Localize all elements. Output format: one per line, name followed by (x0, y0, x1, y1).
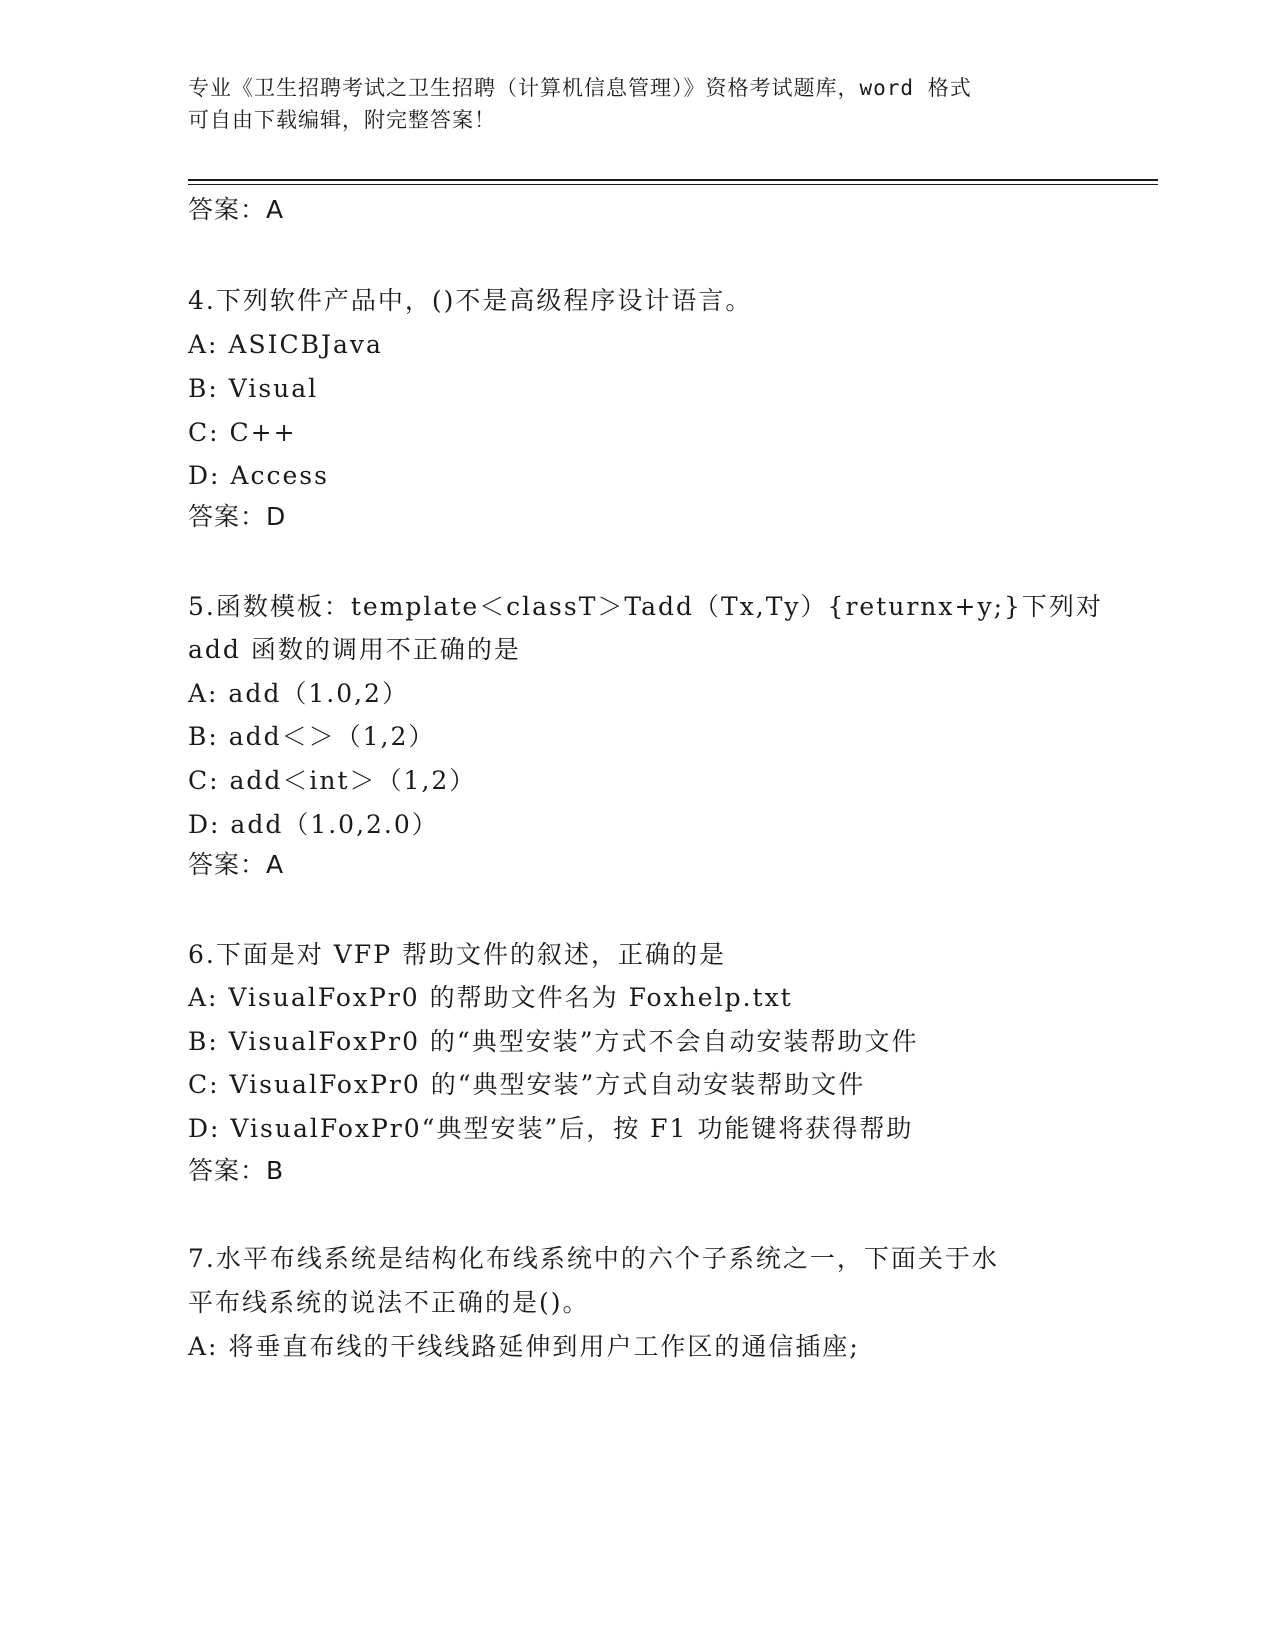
question-5-option-a: A: add（1.0,2） (188, 679, 409, 708)
document-header (188, 72, 1088, 136)
question-6-option-b: B: VisualFoxPr0 的“典型安装”方式不会自动安装帮助文件 (188, 1027, 919, 1056)
question-7-stem-line-1: 7.水平布线系统是结构化布线系统中的六个子系统之一，下面关于水 (188, 1244, 999, 1273)
question-6-option-a: A: VisualFoxPr0 的帮助文件名为 Foxhelp.txt (188, 983, 793, 1012)
question-6-option-d: D: VisualFoxPr0“典型安装”后，按 F1 功能键将获得帮助 (188, 1114, 914, 1143)
question-6-stem: 6.下面是对 VFP 帮助文件的叙述，正确的是 (188, 940, 726, 969)
question-5-stem-line-2: add 函数的调用不正确的是 (188, 635, 521, 664)
answer-prev: 答案：A (188, 195, 285, 224)
question-5-option-c: C: add＜int＞（1,2） (188, 766, 477, 795)
header-rule-thin (188, 184, 1158, 185)
question-5-stem-line-1: 5.函数模板：template＜classT＞Tadd（Tx,Ty）{returnx+y;}下列对 (188, 592, 1103, 621)
header-line-2: 可自由下载编辑，附完整答案！ (188, 108, 496, 132)
question-7-stem-line-2: 平布线系统的说法不正确的是()。 (188, 1288, 590, 1317)
question-5-option-d: D: add（1.0,2.0） (188, 810, 439, 839)
question-4-stem: 4.下列软件产品中，()不是高级程序设计语言。 (188, 286, 753, 315)
question-4-option-d: D: Access (188, 461, 329, 490)
question-6-option-c: C: VisualFoxPr0 的“典型安装”方式自动安装帮助文件 (188, 1070, 866, 1099)
question-4-answer: 答案：D (188, 502, 287, 531)
question-4-option-b: B: Visual (188, 374, 319, 403)
question-7-option-a: A: 将垂直布线的干线线路延伸到用户工作区的通信插座; (188, 1332, 860, 1361)
question-4-option-c: C: C++ (188, 418, 297, 447)
question-4-option-a: A: ASICBJava (188, 330, 383, 359)
question-5-option-b: B: add＜＞（1,2） (188, 722, 436, 751)
question-6-answer: 答案：B (188, 1156, 285, 1185)
header-line-1: 专业《卫生招聘考试之卫生招聘（计算机信息管理）》资格考试题库，word 格式 (188, 76, 972, 100)
question-5-answer: 答案：A (188, 850, 285, 879)
header-rule-thick (188, 179, 1158, 181)
